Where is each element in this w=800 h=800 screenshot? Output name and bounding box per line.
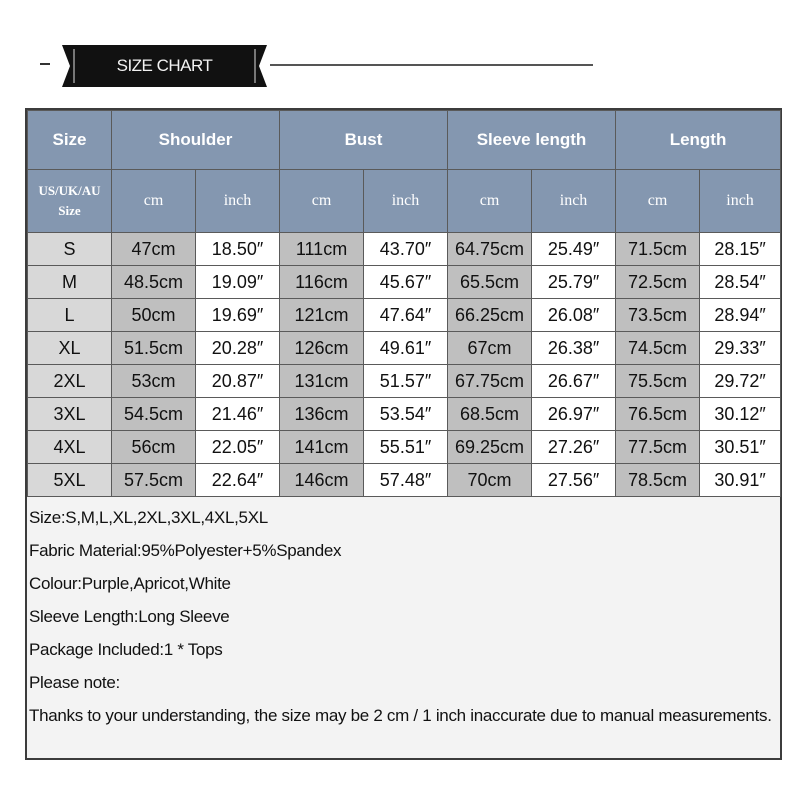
cm-value-cell: 66.25cm [448,299,532,332]
cm-value-cell: 116cm [280,266,364,299]
note-package: Package Included:1 * Tops [29,640,223,659]
inch-value-cell: 27.26″ [532,431,616,464]
inch-value-cell: 27.56″ [532,464,616,497]
cm-value-cell: 72.5cm [616,266,700,299]
cm-value-cell: 69.25cm [448,431,532,464]
table-row [28,266,781,299]
table-row [28,365,781,398]
size-label-cell: S [28,233,112,266]
cm-value-cell: 53cm [112,365,196,398]
col-sleeve-length: Sleeve length [448,111,616,170]
inch-value-cell: 53.54″ [364,398,448,431]
size-label-cell: 4XL [28,431,112,464]
cm-value-cell: 54.5cm [112,398,196,431]
size-label-cell: M [28,266,112,299]
inch-value-cell: 19.09″ [196,266,280,299]
table-row [28,233,781,266]
col-bust: Bust [280,111,448,170]
size-label-cell: 5XL [28,464,112,497]
inch-value-cell: 29.72″ [700,365,781,398]
unit-header-row [28,170,781,233]
inch-value-cell: 20.87″ [196,365,280,398]
cm-value-cell: 74.5cm [616,332,700,365]
cm-value-cell: 68.5cm [448,398,532,431]
inch-value-cell: 30.91″ [700,464,781,497]
cm-value-cell: 146cm [280,464,364,497]
col-shoulder: Shoulder [112,111,280,170]
cm-value-cell: 70cm [448,464,532,497]
cm-value-cell: 76.5cm [616,398,700,431]
cm-value-cell: 65.5cm [448,266,532,299]
inch-value-cell: 51.57″ [364,365,448,398]
cm-value-cell: 71.5cm [616,233,700,266]
cm-value-cell: 67cm [448,332,532,365]
inch-value-cell: 25.79″ [532,266,616,299]
unit-cell: inch [196,170,280,233]
inch-value-cell: 30.12″ [700,398,781,431]
inch-value-cell: 22.05″ [196,431,280,464]
inch-value-cell: 30.51″ [700,431,781,464]
cm-value-cell: 136cm [280,398,364,431]
cm-value-cell: 131cm [280,365,364,398]
inch-value-cell: 26.67″ [532,365,616,398]
inch-value-cell: 25.49″ [532,233,616,266]
cm-value-cell: 111cm [280,233,364,266]
inch-value-cell: 19.69″ [196,299,280,332]
unit-cell: inch [532,170,616,233]
unit-cell: cm [112,170,196,233]
inch-value-cell: 43.70″ [364,233,448,266]
note-fabric: Fabric Material:95%Polyester+5%Spandex [29,541,342,560]
size-label-cell: L [28,299,112,332]
size-region-label [28,170,112,233]
table-row [28,398,781,431]
size-label-cell: 2XL [28,365,112,398]
cm-value-cell: 51.5cm [112,332,196,365]
inch-value-cell: 47.64″ [364,299,448,332]
size-label-cell: 3XL [28,398,112,431]
cm-value-cell: 78.5cm [616,464,700,497]
unit-cell: cm [448,170,532,233]
inch-value-cell: 45.67″ [364,266,448,299]
product-notes [29,501,779,732]
size-region-line2: Size [58,203,81,218]
inch-value-cell: 57.48″ [364,464,448,497]
unit-cell: inch [700,170,781,233]
table-row [28,431,781,464]
inch-value-cell: 20.28″ [196,332,280,365]
cm-value-cell: 47cm [112,233,196,266]
table-row [28,299,781,332]
header-rule [270,64,593,66]
inch-value-cell: 26.38″ [532,332,616,365]
size-chart-panel [25,108,782,760]
inch-value-cell: 55.51″ [364,431,448,464]
cm-value-cell: 56cm [112,431,196,464]
inch-value-cell: 28.94″ [700,299,781,332]
cm-value-cell: 141cm [280,431,364,464]
cm-value-cell: 126cm [280,332,364,365]
col-size: Size [28,111,112,170]
inch-value-cell: 21.46″ [196,398,280,431]
cm-value-cell: 75.5cm [616,365,700,398]
table-row [28,332,781,365]
size-label-cell: XL [28,332,112,365]
note-sleeve: Sleeve Length:Long Sleeve [29,607,230,626]
cm-value-cell: 57.5cm [112,464,196,497]
unit-cell: inch [364,170,448,233]
size-region-line1: US/UK/AU [38,183,101,198]
note-colour: Colour:Purple,Apricot,White [29,574,231,593]
header-dash [40,63,50,65]
inch-value-cell: 49.61″ [364,332,448,365]
size-chart-banner [62,45,267,87]
size-rows [28,233,781,497]
note-sizes: Size:S,M,L,XL,2XL,3XL,4XL,5XL [29,508,268,527]
cm-value-cell: 50cm [112,299,196,332]
inch-value-cell: 22.64″ [196,464,280,497]
size-chart-table [27,110,781,497]
note-disclaimer: Thanks to your understanding, the size may be 2 cm / 1 inch inaccurate due to manual measurements. [29,706,772,725]
column-header-row [28,111,781,170]
cm-value-cell: 77.5cm [616,431,700,464]
inch-value-cell: 28.15″ [700,233,781,266]
cm-value-cell: 121cm [280,299,364,332]
unit-cell: cm [280,170,364,233]
col-length: Length [616,111,781,170]
page-title: SIZE CHART [116,56,213,75]
inch-value-cell: 28.54″ [700,266,781,299]
cm-value-cell: 48.5cm [112,266,196,299]
cm-value-cell: 73.5cm [616,299,700,332]
unit-cell: cm [616,170,700,233]
inch-value-cell: 26.08″ [532,299,616,332]
inch-value-cell: 18.50″ [196,233,280,266]
cm-value-cell: 67.75cm [448,365,532,398]
inch-value-cell: 29.33″ [700,332,781,365]
note-please-note: Please note: [29,673,120,692]
inch-value-cell: 26.97″ [532,398,616,431]
cm-value-cell: 64.75cm [448,233,532,266]
table-row [28,464,781,497]
